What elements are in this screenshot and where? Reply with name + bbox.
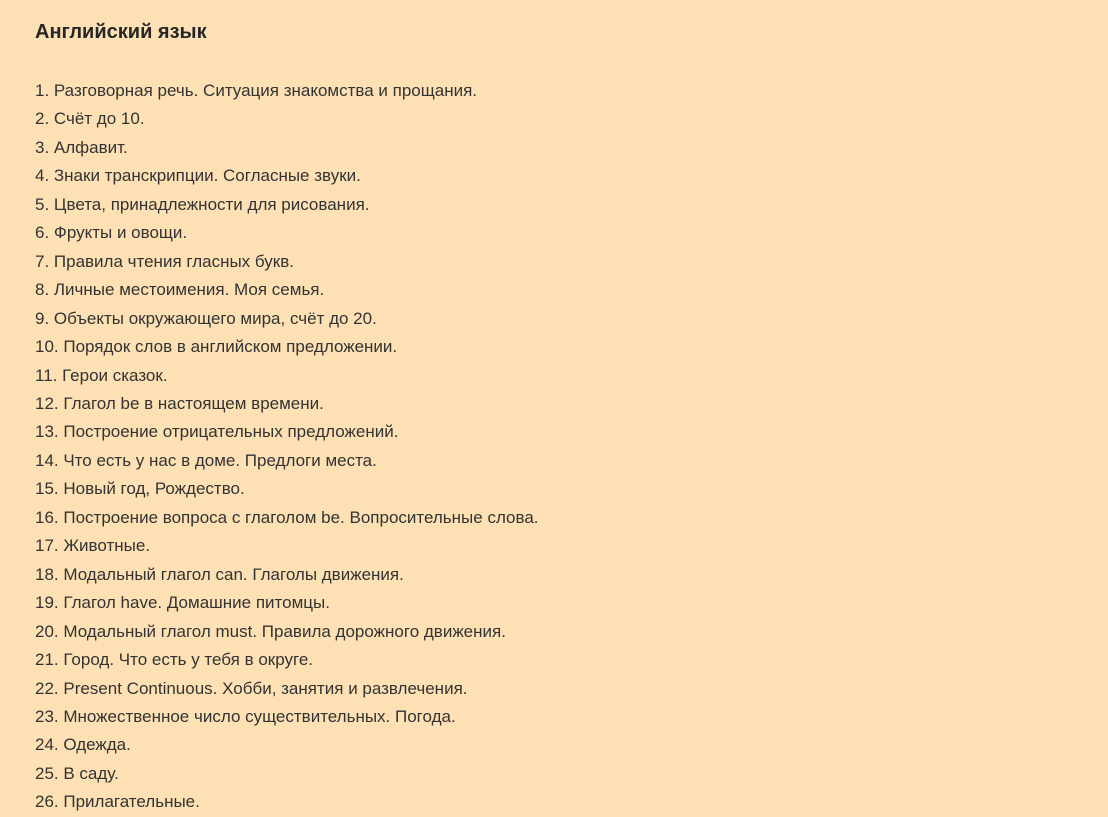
page-title: Английский язык bbox=[35, 21, 207, 43]
list-item: 10. Порядок слов в английском предложении. bbox=[35, 337, 398, 357]
list-item: 20. Модальный глагол must. Правила дорожного движения. bbox=[35, 621, 506, 641]
list-item: 13. Построение отрицательных предложений. bbox=[35, 422, 399, 442]
list-item: 2. Счёт до 10. bbox=[35, 109, 145, 129]
list-item: 23. Множественное число существительных. Погода. bbox=[35, 706, 456, 726]
list-item: 11. Герои сказок. bbox=[35, 365, 168, 385]
list-item: 22. Present Continuous. Хобби, занятия и развлечения. bbox=[35, 678, 468, 698]
list-item: 15. Новый год, Рождество. bbox=[35, 479, 245, 499]
list-item: 4. Знаки транскрипции. Согласные звуки. bbox=[35, 166, 361, 186]
list-item: 6. Фрукты и овощи. bbox=[35, 223, 188, 243]
list-item: 24. Одежда. bbox=[35, 735, 131, 755]
list-item: 5. Цвета, принадлежности для рисования. bbox=[35, 194, 370, 214]
list-item: 26. Прилагательные. bbox=[35, 792, 200, 812]
list-item: 19. Глагол have. Домашние питомцы. bbox=[35, 593, 330, 613]
list-item: 7. Правила чтения гласных букв. bbox=[35, 251, 294, 271]
list-item: 1. Разговорная речь. Ситуация знакомства и прощания. bbox=[35, 81, 478, 100]
list-item: 18. Модальный глагол can. Глаголы движения. bbox=[35, 564, 404, 584]
list-item: 12. Глагол be в настоящем времени. bbox=[35, 393, 324, 413]
list-item: 3. Алфавит. bbox=[35, 137, 128, 157]
topic-list bbox=[35, 77, 1073, 817]
list-item: 14. Что есть у нас в доме. Предлоги места. bbox=[35, 450, 377, 470]
list-item: 17. Животные. bbox=[35, 536, 151, 556]
list-item: 25. В саду. bbox=[35, 763, 119, 783]
list-item: 9. Объекты окружающего мира, счёт до 20. bbox=[35, 308, 377, 328]
list-item: 8. Личные местоимения. Моя семья. bbox=[35, 280, 325, 300]
list-item: 16. Построение вопроса с глаголом be. Вопросительные слова. bbox=[35, 507, 539, 527]
list-item: 21. Город. Что есть у тебя в округе. bbox=[35, 650, 313, 670]
